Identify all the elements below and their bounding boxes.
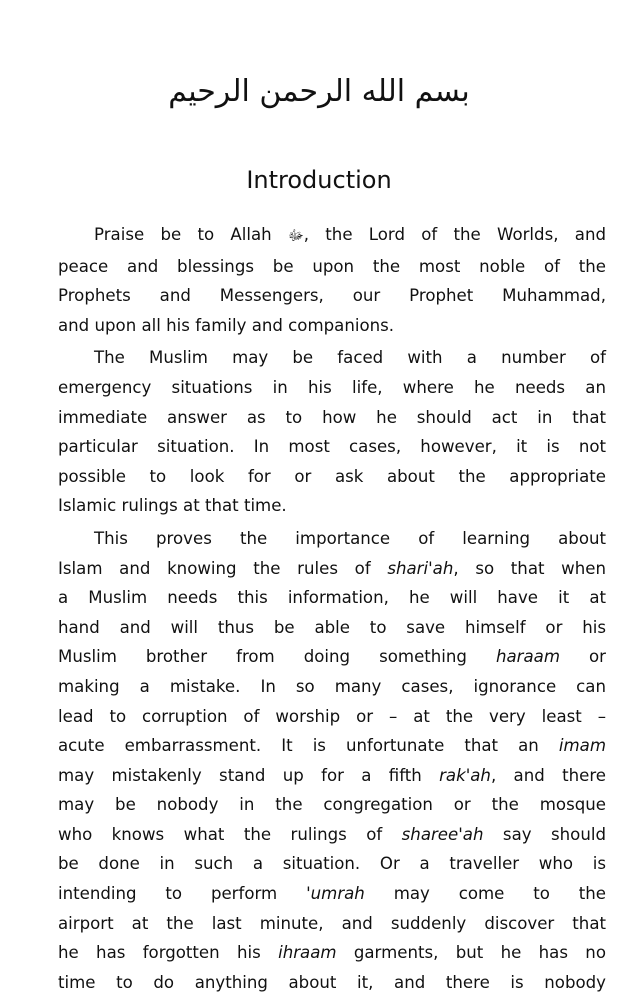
- text-line: Prophets and Messengers, our Prophet Muhammad,: [58, 286, 606, 306]
- honorific-symbol: ﷻ: [287, 228, 304, 244]
- text-line: particular situation. In most cases, however, it is not: [58, 437, 606, 457]
- text-line: Praise be to Allah ﷻ, the Lord of the Worlds, and: [94, 225, 606, 244]
- paragraph: [58, 220, 606, 340]
- text-line: Islam and knowing the rules of shari'ah, so that when: [58, 558, 606, 578]
- text-line: lead to corruption of worship or – at the very least –: [58, 706, 606, 726]
- text-line: peace and blessings be upon the most noble of the: [58, 256, 606, 276]
- text-line: he has forgotten his ihraam garments, but he has no: [58, 943, 606, 963]
- text-line: may mistakenly stand up for a fifth rak'ah, and there: [58, 765, 606, 785]
- text-line: This proves the importance of learning about: [94, 528, 606, 548]
- text-line: intending to perform 'umrah may come to the: [58, 884, 607, 904]
- italic-term: 'umrah: [306, 884, 365, 904]
- text-line: acute embarrassment. It is unfortunate that an imam: [58, 736, 606, 756]
- italic-term: haraam: [495, 647, 560, 667]
- paragraph: [58, 343, 606, 521]
- italic-term: rak'ah: [439, 765, 491, 785]
- text-line: be done in such a situation. Or a traveller who is: [58, 854, 606, 874]
- text-line: Muslim brother from doing something haraam or: [58, 647, 606, 667]
- text-line: Islamic rulings at that time.: [58, 496, 287, 516]
- text-line: and upon all his family and companions.: [58, 315, 395, 335]
- italic-term: ihraam: [278, 943, 337, 963]
- text-line: possible to look for or ask about the appropriate: [58, 466, 606, 486]
- italic-term: imam: [558, 736, 606, 756]
- basmala-calligraphy: بسم الله الرحمن الرحيم: [168, 74, 470, 109]
- italic-term: shari'ah: [387, 558, 454, 578]
- text-line: hand and will thus be able to save himself or his: [58, 617, 606, 637]
- text-line: making a mistake. In so many cases, ignorance can: [58, 676, 606, 696]
- paragraph: [58, 524, 606, 998]
- text-line: emergency situations in his life, where he needs an: [58, 377, 606, 397]
- text-line: immediate answer as to how he should act in that: [58, 407, 606, 427]
- text-line: time to do anything about it, and there is nobody: [58, 972, 606, 992]
- text-line: may be nobody in the congregation or the mosque: [58, 795, 606, 815]
- text-line: a Muslim needs this information, he will have it at: [58, 588, 606, 608]
- italic-term: sharee'ah: [401, 824, 484, 844]
- text-line: who knows what the rulings of sharee'ah say should: [58, 824, 606, 844]
- text-line: airport at the last minute, and suddenly discover that: [58, 913, 606, 933]
- body-text: [58, 220, 606, 1000]
- text-line: The Muslim may be faced with a number of: [94, 348, 606, 368]
- page-title: Introduction: [246, 166, 392, 194]
